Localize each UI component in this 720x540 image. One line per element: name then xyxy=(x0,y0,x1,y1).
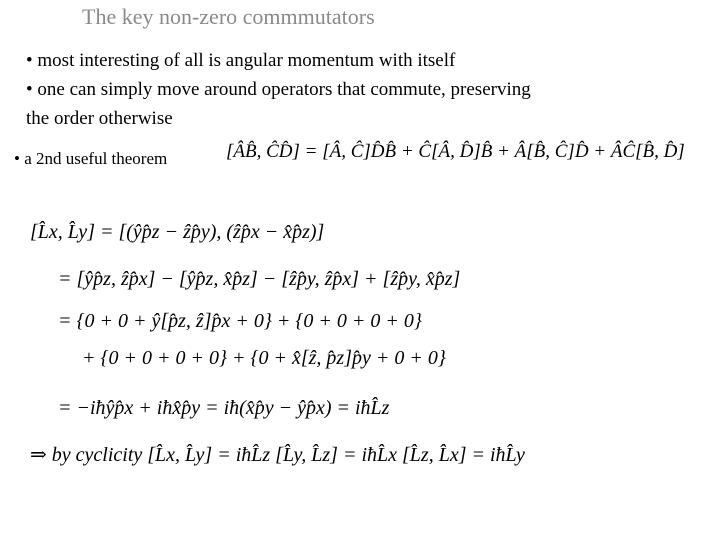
slide-title: The key non-zero commmutators xyxy=(82,4,375,29)
equation-line-5: = −iħŷp̂x + iħx̂p̂y = iħ(x̂p̂y − ŷp̂x) = iħL̂z xyxy=(58,397,390,419)
bullet-second-theorem: • a 2nd useful theorem xyxy=(14,149,168,168)
equation-line-1: [L̂x, L̂y] = [(ŷp̂z − ẑp̂y), (ẑp̂x − x̂p̂z)] xyxy=(30,221,325,243)
theorem-equation: [ÂB̂, ĈD̂] = [Â, Ĉ]D̂B̂ + Ĉ[Â, D̂]B̂ + Â[B̂, Ĉ]D̂ + ÂĈ[B̂, D̂] xyxy=(226,141,685,162)
bullet-move-operators-cont: the order otherwise xyxy=(26,108,173,129)
equation-line-3: = {0 + 0 + ŷ[p̂z, ẑ]p̂x + 0} + {0 + 0 + 0 + 0} xyxy=(58,310,422,332)
equation-line-4: + {0 + 0 + 0 + 0} + {0 + x̂[ẑ, p̂z]p̂y + 0 + 0} xyxy=(82,347,446,369)
bullet-angular-momentum: • most interesting of all is angular momentum with itself xyxy=(26,50,456,71)
bullet-move-operators: • one can simply move around operators that commute, preserving xyxy=(26,79,531,100)
equation-line-6: ⇒ by cyclicity [L̂x, L̂y] = iħL̂z [L̂y, L̂z] = iħL̂x [L̂z, L̂x] = iħL̂y xyxy=(30,444,525,466)
equation-line-2: = [ŷp̂z, ẑp̂x] − [ŷp̂z, x̂p̂z] − [ẑp̂y, ẑp̂x] + [ẑp̂y, x̂p̂z] xyxy=(58,268,461,290)
